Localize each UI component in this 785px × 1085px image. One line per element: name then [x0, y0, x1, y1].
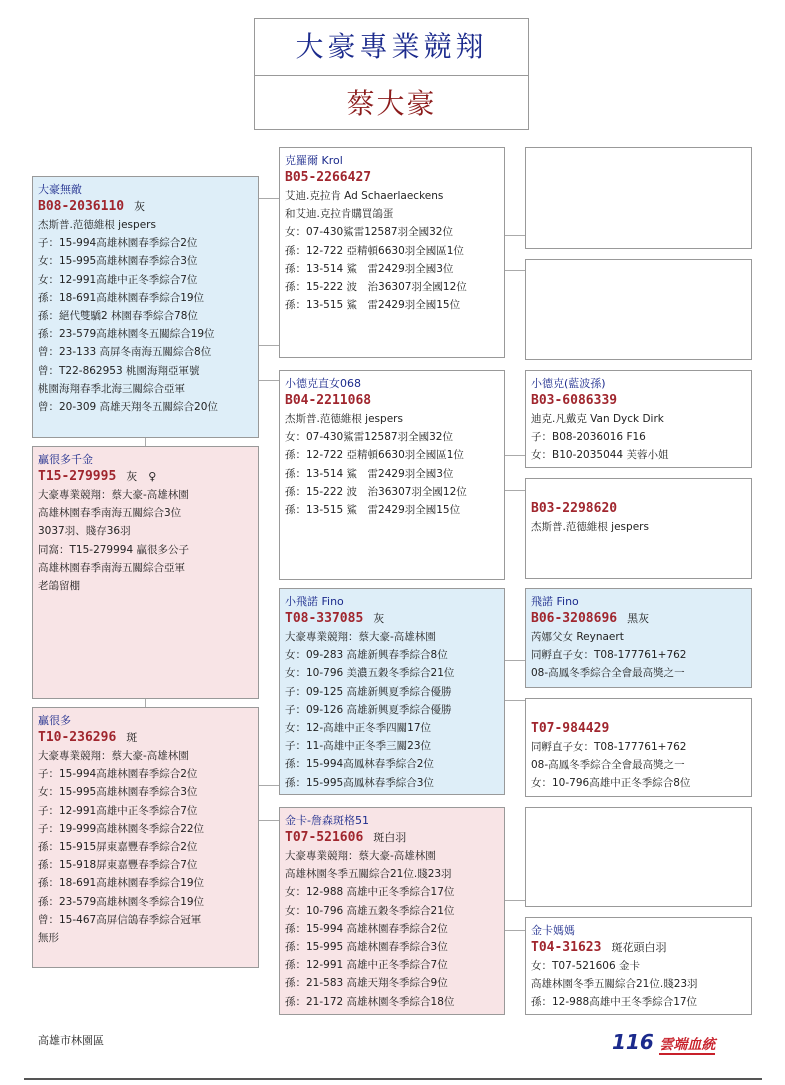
ring-text: T15-279995 — [38, 469, 117, 484]
logo-number: 116 — [612, 1030, 654, 1054]
note-line: 女：10-796 高雄五穀冬季綜合21位 — [285, 904, 455, 917]
bird-name: 大豪無敵 — [38, 183, 82, 196]
ds-sire-card — [279, 588, 505, 795]
bird-notes — [531, 628, 746, 683]
note-line: 大豪專業競翔：蔡大豪-高雄林園 — [38, 489, 189, 501]
bird-notes — [531, 738, 746, 793]
note-line: 子：09-126 高雄新興夏季綜合優勝 — [285, 703, 452, 716]
note-line: 女：T07-521606 金卡 — [531, 960, 640, 972]
bird-name: 贏很多 — [38, 714, 71, 727]
header-box — [254, 18, 529, 130]
note-line: 女：15-995高雄林園春季綜合3位 — [38, 255, 198, 268]
note-line: 孫：18-691高雄林園春季綜合19位 — [38, 291, 205, 304]
dss-dam-card — [525, 698, 752, 797]
note-line: 女：07-430鯊雷12587羽全國32位 — [285, 226, 453, 239]
note-line: 孫：12-991 高雄中正冬季綜合7位 — [285, 959, 448, 972]
ds-dam-card — [279, 807, 505, 1015]
note-line: 子：19-999高雄林園冬季綜合22位 — [38, 822, 205, 835]
ring-text: B08-2036110 — [38, 199, 125, 214]
ring-text: T04-31623 — [531, 940, 602, 955]
bird-name: 金卡媽媽 — [531, 924, 575, 937]
note-line: 大豪專業競翔：蔡大豪-高雄林園 — [38, 750, 189, 762]
connector — [145, 699, 146, 707]
note-line: 孫：15-918屏東嘉豐春季綜合7位 — [38, 859, 198, 872]
note-line: 老鴿留棚 — [38, 580, 80, 593]
note-line: 高雄林園冬季五關綜合21位.賤23羽 — [285, 868, 452, 881]
note-line: 子：B08-2036016 F16 — [531, 431, 646, 444]
subject-bird-card — [32, 176, 259, 438]
note-line: 杰斯普.范德維根 jespers — [285, 413, 403, 425]
connector — [505, 930, 525, 931]
note-line: 孫：絕代雙驕2 林園春季綜合78位 — [38, 310, 198, 323]
dsd-dam-card — [525, 478, 752, 579]
connector — [259, 198, 279, 199]
bird-notes — [285, 628, 499, 792]
note-line: 孫：13-514 鯊 雷2429羽全國3位 — [285, 467, 454, 480]
note-line: 孫：23-579高雄林園冬季綜合19位 — [38, 895, 205, 908]
note-line: 大豪專業競翔：蔡大豪-高雄林園 — [285, 631, 436, 643]
ring-text: B03-2298620 — [531, 501, 618, 516]
connector — [259, 345, 279, 346]
bird-name: 飛諾 Fino — [531, 595, 579, 608]
color-text: 黑灰 — [627, 612, 650, 625]
note-line: 高雄林園春季南海五關綜合亞軍 — [38, 561, 185, 574]
ring-number — [285, 829, 499, 847]
bird-name: 小飛諾 Fino — [285, 595, 344, 608]
color-text: 灰 ♀ — [126, 470, 157, 483]
note-line: 女：07-430鯊雷12587羽全國32位 — [285, 431, 453, 444]
note-line: 高雄林園春季南海五關綜合3位 — [38, 507, 182, 520]
bird-name: 金卡-詹森斑格51 — [285, 814, 369, 827]
ring-number — [285, 169, 499, 187]
bird-name: 小德克(藍波孫) — [531, 377, 606, 390]
note-line: 女：10-796 美濃五穀冬季綜合21位 — [285, 667, 455, 680]
note-line: 曾：23-133 高屏冬南海五關綜合8位 — [38, 346, 212, 359]
dsdd-card — [525, 917, 752, 1015]
bird-name: 克羅爾 Krol — [285, 154, 343, 167]
bird-notes — [531, 957, 746, 1012]
note-line: 高雄林園冬季五關綜合21位.賤23羽 — [531, 978, 698, 991]
sire-card — [279, 147, 505, 358]
connector — [505, 270, 525, 271]
ring-text: T10-236296 — [38, 730, 117, 745]
ring-text: T07-984429 — [531, 721, 610, 736]
note-line: 子：12-991高雄中正冬季綜合7位 — [38, 804, 198, 817]
note-line: 3037羽、賤存36羽 — [38, 525, 131, 538]
note-line: 孫：13-515 鯊 雷2429羽全國15位 — [285, 504, 461, 517]
color-text: 斑白羽 — [373, 831, 407, 844]
note-line: 女：10-796高雄中正冬季綜合8位 — [531, 777, 691, 790]
note-line: 孫：21-583 高雄天翔冬季綜合9位 — [285, 977, 448, 990]
note-line: 孫：15-995高鳳林春季綜合3位 — [285, 776, 434, 789]
note-line: 子：15-994高雄林園春季綜合2位 — [38, 237, 198, 250]
note-line: 子：15-994高雄林園春季綜合2位 — [38, 768, 198, 781]
note-line: 曾：T22-862953 桃園海翔亞軍號 — [38, 364, 200, 377]
ring-text: B03-6086339 — [531, 393, 618, 408]
ring-text: T08-337085 — [285, 611, 364, 626]
note-line: 孫：15-995 高雄林園春季綜合3位 — [285, 941, 448, 954]
connector — [505, 700, 525, 701]
note-line: 孫：13-514 鯊 雷2429羽全國3位 — [285, 262, 454, 275]
bird-notes — [38, 747, 253, 947]
dsd-sire-card — [525, 370, 752, 468]
color-text: 斑 — [126, 731, 138, 744]
ring-number — [531, 610, 746, 628]
dam-card — [32, 446, 259, 699]
bird-name: 贏很多千金 — [38, 453, 93, 466]
note-line: 女：12-988 高雄中正冬季綜合17位 — [285, 886, 455, 899]
color-text: 灰 — [373, 612, 385, 625]
note-line: 女：12-991高雄中正冬季綜合7位 — [38, 273, 198, 286]
connector — [145, 438, 146, 446]
bird-notes — [531, 410, 746, 465]
note-line: 同孵直子女：T08-177761+762 — [531, 649, 687, 662]
connector — [259, 380, 279, 381]
note-line: 女：12-高雄中正冬季四關17位 — [285, 722, 432, 735]
note-line: 無形 — [38, 932, 59, 945]
bird-name — [531, 483, 746, 500]
ring-number — [531, 939, 746, 957]
sire-side-dam-card — [279, 370, 505, 580]
ring-number — [38, 729, 253, 747]
note-line: 子：11-高雄中正冬季三關23位 — [285, 740, 432, 753]
connector — [505, 455, 525, 456]
note-line: 孫：12-988高雄中王冬季綜合17位 — [531, 996, 698, 1009]
note-line: 女：B10-2035044 芙蓉小姐 — [531, 449, 669, 462]
note-line: 子：09-125 高雄新興夏季綜合優勝 — [285, 685, 452, 698]
owner-name: 蔡大豪 — [346, 87, 437, 120]
ring-number — [285, 610, 499, 628]
ring-number — [531, 392, 746, 410]
note-line: 曾：20-309 高雄天翔冬五關綜合20位 — [38, 401, 218, 414]
bird-name — [531, 703, 746, 720]
sire-sire-card — [525, 147, 752, 249]
note-line: 同孵直子女：T08-177761+762 — [531, 741, 687, 753]
note-line: 桃園海翔春季北海三關綜合亞軍 — [38, 382, 185, 395]
ring-number — [38, 468, 253, 486]
connector — [505, 490, 525, 491]
connector — [505, 660, 525, 661]
color-text: 斑花頭白羽 — [611, 941, 667, 954]
note-line: 和艾迪.克拉肯購買鴿蛋 — [285, 208, 394, 221]
dam-sire-card — [32, 707, 259, 968]
ring-text: B04-2211068 — [285, 393, 372, 408]
bird-name: 小德克直女068 — [285, 377, 361, 390]
bird-notes — [285, 847, 499, 1011]
dss-sire-card — [525, 588, 752, 688]
note-line: 孫：23-579高雄林園冬五關綜合19位 — [38, 328, 215, 341]
note-line: 孫：13-515 鯊 雷2429羽全國15位 — [285, 299, 461, 312]
ring-text: T07-521606 — [285, 830, 364, 845]
bird-notes — [38, 486, 253, 595]
location-text: 高雄市林園區 — [38, 1034, 104, 1047]
note-line: 孫：18-691高雄林園春季綜合19位 — [38, 877, 205, 890]
ring-number — [531, 720, 746, 738]
ring-text: B05-2266427 — [285, 170, 372, 185]
bird-notes — [38, 216, 253, 416]
note-line: 迪克.凡戴克 Van Dyck Dirk — [531, 413, 664, 425]
bird-notes — [285, 187, 499, 314]
connector — [505, 235, 525, 236]
note-line: 孫：21-172 高雄林園冬季綜合18位 — [285, 995, 455, 1008]
note-line: 杰斯普.范德維根 jespers — [531, 521, 649, 533]
connector — [259, 785, 279, 786]
connector — [259, 820, 279, 821]
loft-name: 大豪專業競翔 — [255, 19, 528, 76]
note-line: 孫：15-222 波 治36307羽全國12位 — [285, 485, 467, 498]
note-line: 女：15-995高雄林園春季綜合3位 — [38, 786, 198, 799]
color-text: 灰 — [134, 200, 146, 213]
ring-number — [38, 198, 253, 216]
note-line: 杰斯普.范德維根 jespers — [38, 219, 156, 231]
bottom-divider — [24, 1078, 762, 1080]
ring-number — [285, 392, 499, 410]
ring-text: B06-3208696 — [531, 611, 618, 626]
note-line: 08-高鳳冬季綜合全會最高獎之一 — [531, 759, 685, 772]
note-line: 艾迪.克拉肯 Ad Schaerlaeckens — [285, 190, 444, 202]
sire-dam-card — [525, 259, 752, 360]
logo-text: 雲端血統 — [659, 1037, 716, 1053]
connector — [505, 900, 525, 901]
note-line: 08-高鳳冬季綜合全會最高獎之一 — [531, 667, 685, 680]
note-line: 芮娜父女 Reynaert — [531, 631, 624, 643]
dsd-blank-card — [525, 807, 752, 907]
ring-number — [531, 500, 746, 518]
note-line: 孫：12-722 亞精頓6630羽全國區1位 — [285, 449, 464, 462]
note-line: 曾：15-467高屏信鴿春季綜合冠軍 — [38, 913, 202, 926]
note-line: 孫：15-994高鳳林春季綜合2位 — [285, 758, 434, 771]
note-line: 大豪專業競翔：蔡大豪-高雄林園 — [285, 850, 436, 862]
note-line: 孫：15-222 波 治36307羽全國12位 — [285, 281, 467, 294]
note-line: 女：09-283 高雄新興春季綜合8位 — [285, 649, 448, 662]
brand-logo — [612, 1030, 715, 1054]
note-line: 孫：12-722 亞精頓6630羽全國區1位 — [285, 244, 464, 257]
note-line: 同窩：T15-279994 贏很多公子 — [38, 543, 189, 556]
bird-notes — [531, 518, 746, 536]
note-line: 孫：15-915屏東嘉豐春季綜合2位 — [38, 841, 198, 854]
bird-notes — [285, 410, 499, 519]
note-line: 孫：15-994 高雄林園春季綜合2位 — [285, 922, 448, 935]
